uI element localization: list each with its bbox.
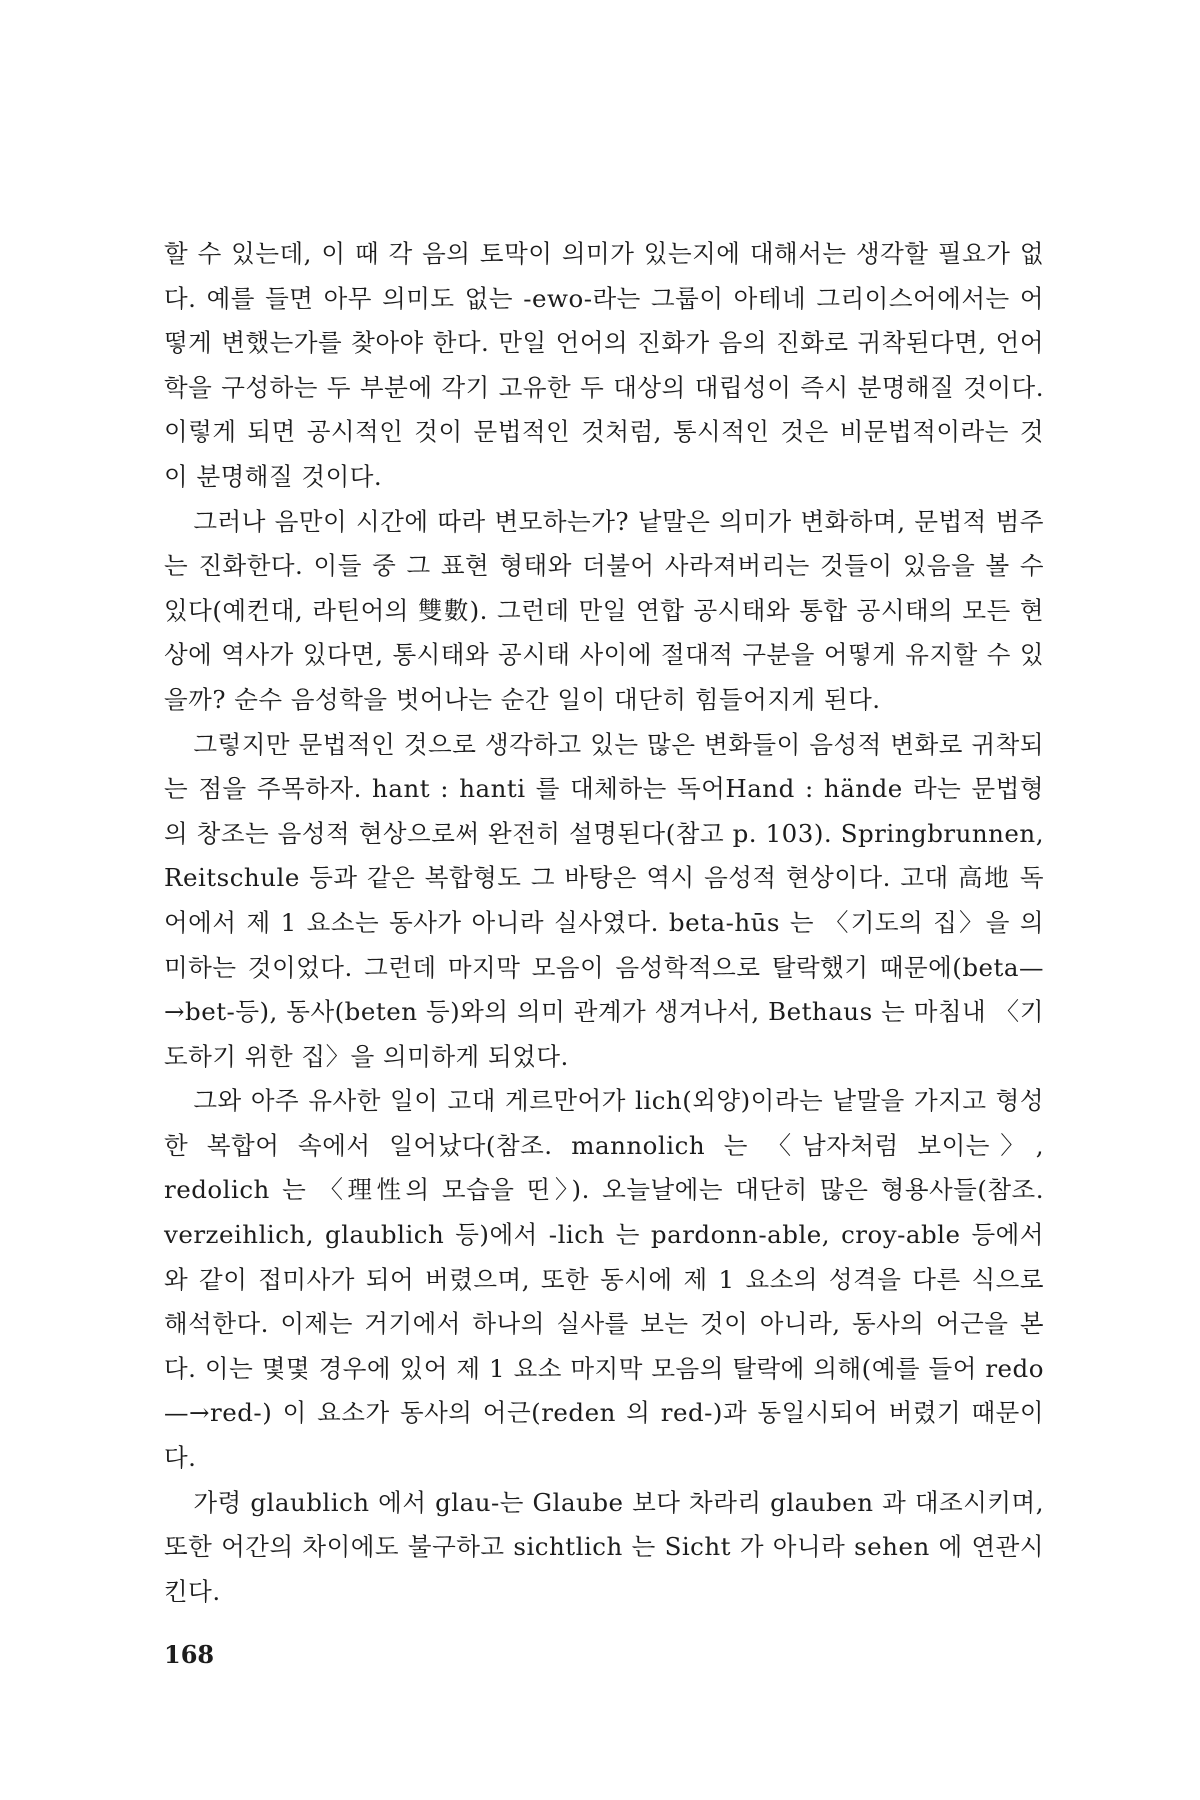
body-text [164,232,1044,1614]
paragraph: 할 수 있는데, 이 때 각 음의 토막이 의미가 있는지에 대해서는 생각할 필요가 없다. 예를 들면 아무 의미도 없는 -ewo-라는 그룹이 아테네 그리이스어에서는 어떻게 변했는가를 찾아야 한다. 만일 언어의 진화가 음의 진화로 귀착된다면, 언어학을 구성하는 두 부분에 각기 고유한 두 대상의 대립성이 즉시 분명해질 것이다. 이렇게 되면 공시적인 것이 문법적인 것처럼, 통시적인 것은 비문법적이라는 것이 분명해질 것이다. [164,239,1044,491]
paragraph: 가령 glaublich 에서 glau-는 Glaube 보다 차라리 glauben 과 대조시키며, 또한 어간의 차이에도 불구하고 sichtlich 는 Sicht 가 아니라 sehen 에 연관시킨다. [164,1487,1044,1606]
page-number: 168 [164,1640,215,1669]
paragraph: 그렇지만 문법적인 것으로 생각하고 있는 많은 변화들이 음성적 변화로 귀착되는 점을 주목하자. hant : hanti 를 대체하는 독어Hand : hände 라는 문법형의 창조는 음성적 현상으로써 완전히 설명된다(참고 p. 103). Springbrunnen, Reitschule 등과 같은 복합형도 그 바탕은 역시 음성적 현상이다. 고대 高地 독어에서 제 1 요소는 동사가 아니라 실사였다. beta-hūs 는 〈기도의 집〉을 의미하는 것이었다. 그런데 마지막 모음이 음성학적으로 탈락했기 때문에(beta—→bet-등), 동사(beten 등)와의 의미 관계가 생겨나서, Bethaus 는 마침내 〈기도하기 위한 집〉을 의미하게 되었다. [164,729,1044,1071]
paragraph: 그러나 음만이 시간에 따라 변모하는가? 낱말은 의미가 변화하며, 문법적 범주는 진화한다. 이들 중 그 표현 형태와 더불어 사라져버리는 것들이 있음을 볼 수 있다(예컨대, 라틴어의 雙數). 그런데 만일 연합 공시태와 통합 공시태의 모든 현상에 역사가 있다면, 통시태와 공시태 사이에 절대적 구분을 어떻게 유지할 수 있을까? 순수 음성학을 벗어나는 순간 일이 대단히 힘들어지게 된다. [164,506,1044,714]
paragraph: 그와 아주 유사한 일이 고대 게르만어가 lich(외양)이라는 낱말을 가지고 형성한 복합어 속에서 일어났다(참조. mannolich 는 〈남자처럼 보이는〉, redolich 는 〈理性의 모습을 띤〉). 오늘날에는 대단히 많은 형용사들(참조. verzeihlich, glaublich 등)에서 -lich 는 pardonn-able, croy-able 등에서와 같이 접미사가 되어 버렸으며, 또한 동시에 제 1 요소의 성격을 다른 식으로 해석한다. 이제는 거기에서 하나의 실사를 보는 것이 아니라, 동사의 어근을 본다. 이는 몇몇 경우에 있어 제 1 요소 마지막 모음의 탈락에 의해(예를 들어 redo—→red-) 이 요소가 동사의 어근(reden 의 red-)과 동일시되어 버렸기 때문이다. [164,1086,1044,1473]
